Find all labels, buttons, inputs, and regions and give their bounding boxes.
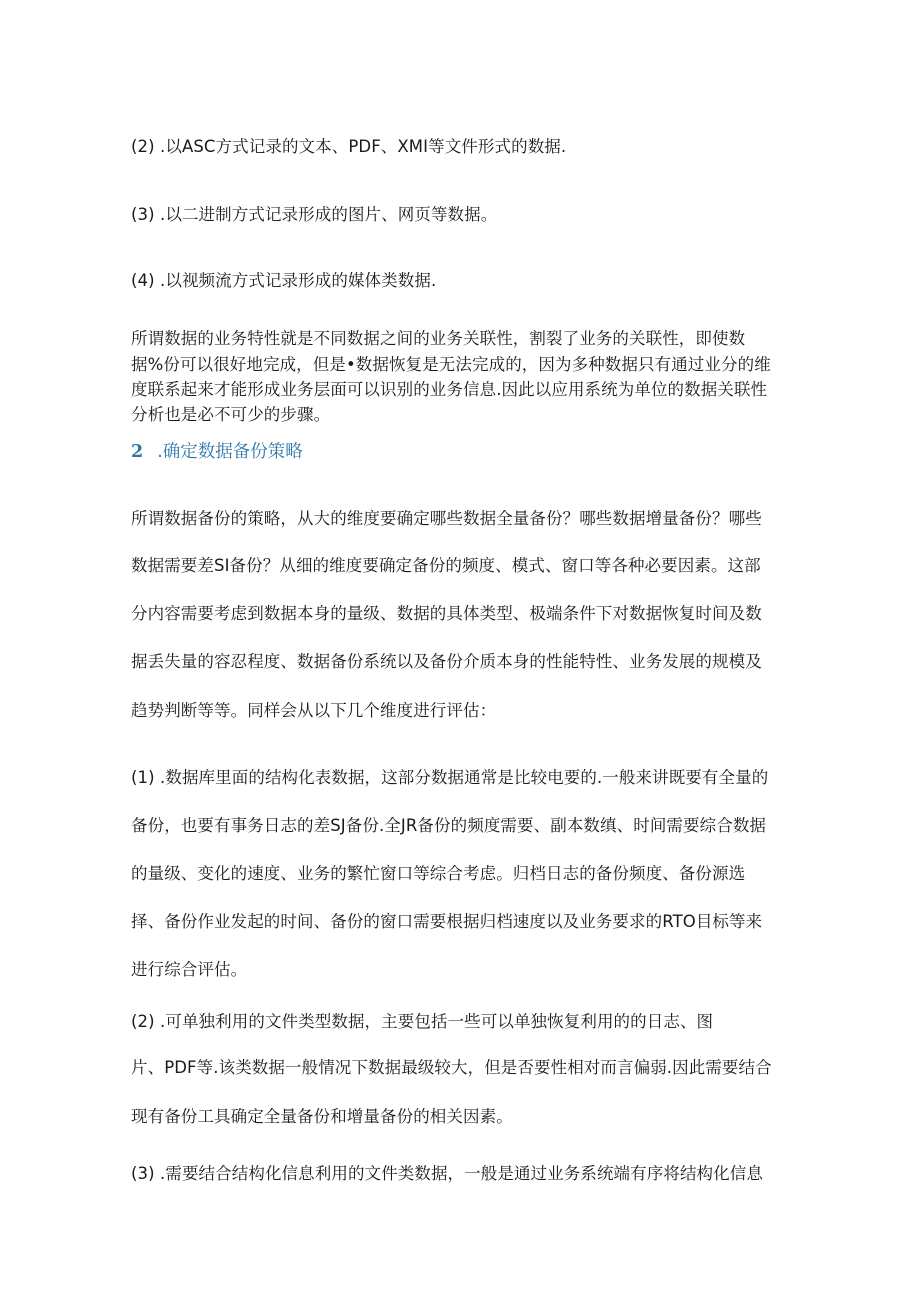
section-title: .确定数据备份策略 (157, 442, 303, 462)
list-item: (1) .数据库里面的结构化表数据，这部分数据通常是比较电要的.一般来讲既要有全量的 (131, 768, 769, 787)
paragraph-line: 数据需要差SI备份？从细的维度要确定备份的频度、模式、窗口等各种必要因素。这部 (131, 556, 761, 575)
list-item: (2) .以ASC方式记录的文本、PDF、XMI等文件形式的数据. (131, 137, 567, 156)
paragraph-line: 片、PDF等.该类数据一般情况下数据最级较大，但是否要性相对而言偏弱.因此需要结合 (131, 1058, 772, 1077)
paragraph-line: 现有备份工具确定全量备份和增量备份的相关因素。 (131, 1107, 513, 1126)
paragraph-line: 的量级、变化的速度、业务的繁忙窗口等综合考虑。归档日志的备份频度、备份源选 (131, 864, 746, 883)
paragraph-line: 备份，也要有事务日志的差SJ备份.全JR备份的频度需要、副本数缜、时间需要综合数据 (131, 816, 767, 835)
paragraph-line: 分析也是必不可少的步骤。 (131, 405, 331, 424)
paragraph-line: 所谓数据备份的策略，从大的维度要确定哪些数据全量备份？哪些数据增量备份？哪些 (131, 509, 762, 528)
section-number: 2 (131, 442, 144, 462)
section-heading (131, 441, 303, 463)
paragraph-line: 择、备份作业发起的时间、备份的窗口需要根据归档速度以及业务要求的RTO目标等来 (131, 912, 763, 931)
paragraph-line: 据丢失量的容忍程度、数据备份系统以及备份介质本身的性能特性、业务发展的规模及 (131, 652, 762, 671)
paragraph-line: 所谓数据的业务特性就是不同数据之间的业务关联性，割裂了业务的关联性，即使数 (131, 329, 746, 348)
paragraph-line: 趋势判断等等。同样会从以下几个维度进行评估： (131, 701, 497, 720)
list-item: (2) .可单独利用的文件类型数据，主要包括一些可以单独恢复利用的的日志、图 (131, 1012, 714, 1031)
paragraph-line: 分内容需要考虑到数据本身的量级、数据的具体类型、极端条件下对数据恢复时间及数 (131, 604, 762, 623)
paragraph-line: 度联系起来才能形成业务层面可以识别的业务信息.因此以应用系统为单位的数据关联性 (131, 380, 768, 399)
paragraph-line: 据%份可以很好地完成，但是•数据恢复是无法完成的，因为多种数据只有通过业分的维 (131, 355, 771, 374)
list-item: (4) .以视频流方式记录形成的媒体类数据. (131, 271, 437, 290)
paragraph-line: 进行综合评估。 (131, 960, 248, 979)
list-item: (3) .需要结合结构化信息利用的文件类数据，一般是通过业务系统端有序将结构化信息 (131, 1164, 763, 1183)
list-item: (3) .以二进制方式记录形成的图片、网页等数据。 (131, 205, 498, 224)
